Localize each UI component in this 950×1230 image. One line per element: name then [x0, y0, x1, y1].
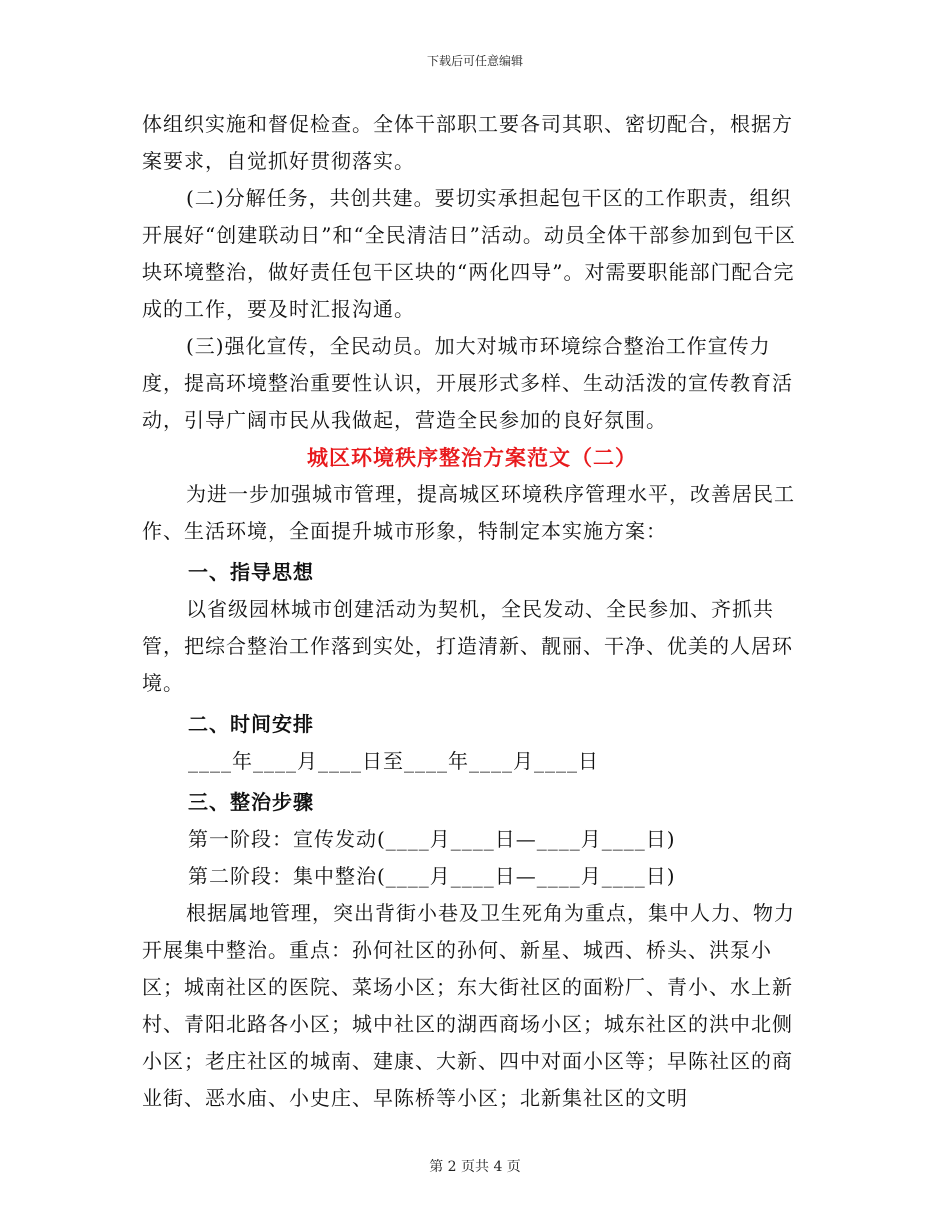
heading-guiding-thought: 一、指导思想	[188, 560, 314, 584]
paragraph: 以省级园林城市创建活动为契机，全民发动、全民参加、齐抓共管，把综合整治工作落到实处，打造清新、靓丽、干净、优美的人居环境。	[142, 597, 793, 695]
document-body	[142, 106, 802, 1117]
paragraph: 根据属地管理，突出背街小巷及卫生死角为重点，集中人力、物力开展集中整治。重点：孙何社区的孙何、新星、城西、桥头、洪泵小区；城南社区的医院、菜场小区；东大街社区的面粉厂、青小、水上新村、青阳北路各小区；城中社区的湖西商场小区；城东社区的洪中北侧小区；老庄社区的城南、建康、大新、四中对面小区等；早陈社区的商业街、恶水庙、小史庄、早陈桥等小区；北新集社区的文明	[142, 901, 795, 1110]
heading-time-schedule: 二、时间安排	[188, 712, 314, 736]
page-footer: 第 2 页共 4 页	[429, 1159, 521, 1175]
paragraph: (三)强化宣传，全民动员。加大对城市环境综合整治工作宣传力度，提高环境整治重要性认识，开展形式多样、生动活泼的宣传教育活动，引导广阔市民从我做起，营造全民参加的良好氛围。	[142, 334, 793, 432]
section-title: 城区环境秩序整治方案范文（二）	[307, 445, 637, 470]
heading-steps: 三、整治步骤	[188, 790, 314, 814]
page-header: 下载后可任意编辑	[426, 54, 523, 68]
paragraph: (二)分解任务，共创共建。要切实承担起包干区的工作职责，组织开展好“创建联动日”和“全民清洁日”活动。动员全体干部参加到包干区块环境整治，做好责任包干区块的“两化四导”。对需要职能部门配合完成的工作，要及时汇报沟通。	[142, 186, 796, 321]
time-range-line: ____年____月____日至____年____月____日	[188, 749, 599, 773]
paragraph: 体组织实施和督促检查。全体干部职工要各司其职、密切配合，根据方案要求，自觉抓好贯彻落实。	[142, 112, 793, 173]
stage-one-line: 第一阶段：宣传发动(____月____日—____月____日)	[188, 827, 676, 851]
paragraph: 为进一步加强城市管理，提高城区环境秩序管理水平，改善居民工作、生活环境，全面提升城市形象，特制定本实施方案：	[142, 482, 795, 543]
stage-two-line: 第二阶段：集中整治(____月____日—____月____日)	[188, 864, 676, 888]
